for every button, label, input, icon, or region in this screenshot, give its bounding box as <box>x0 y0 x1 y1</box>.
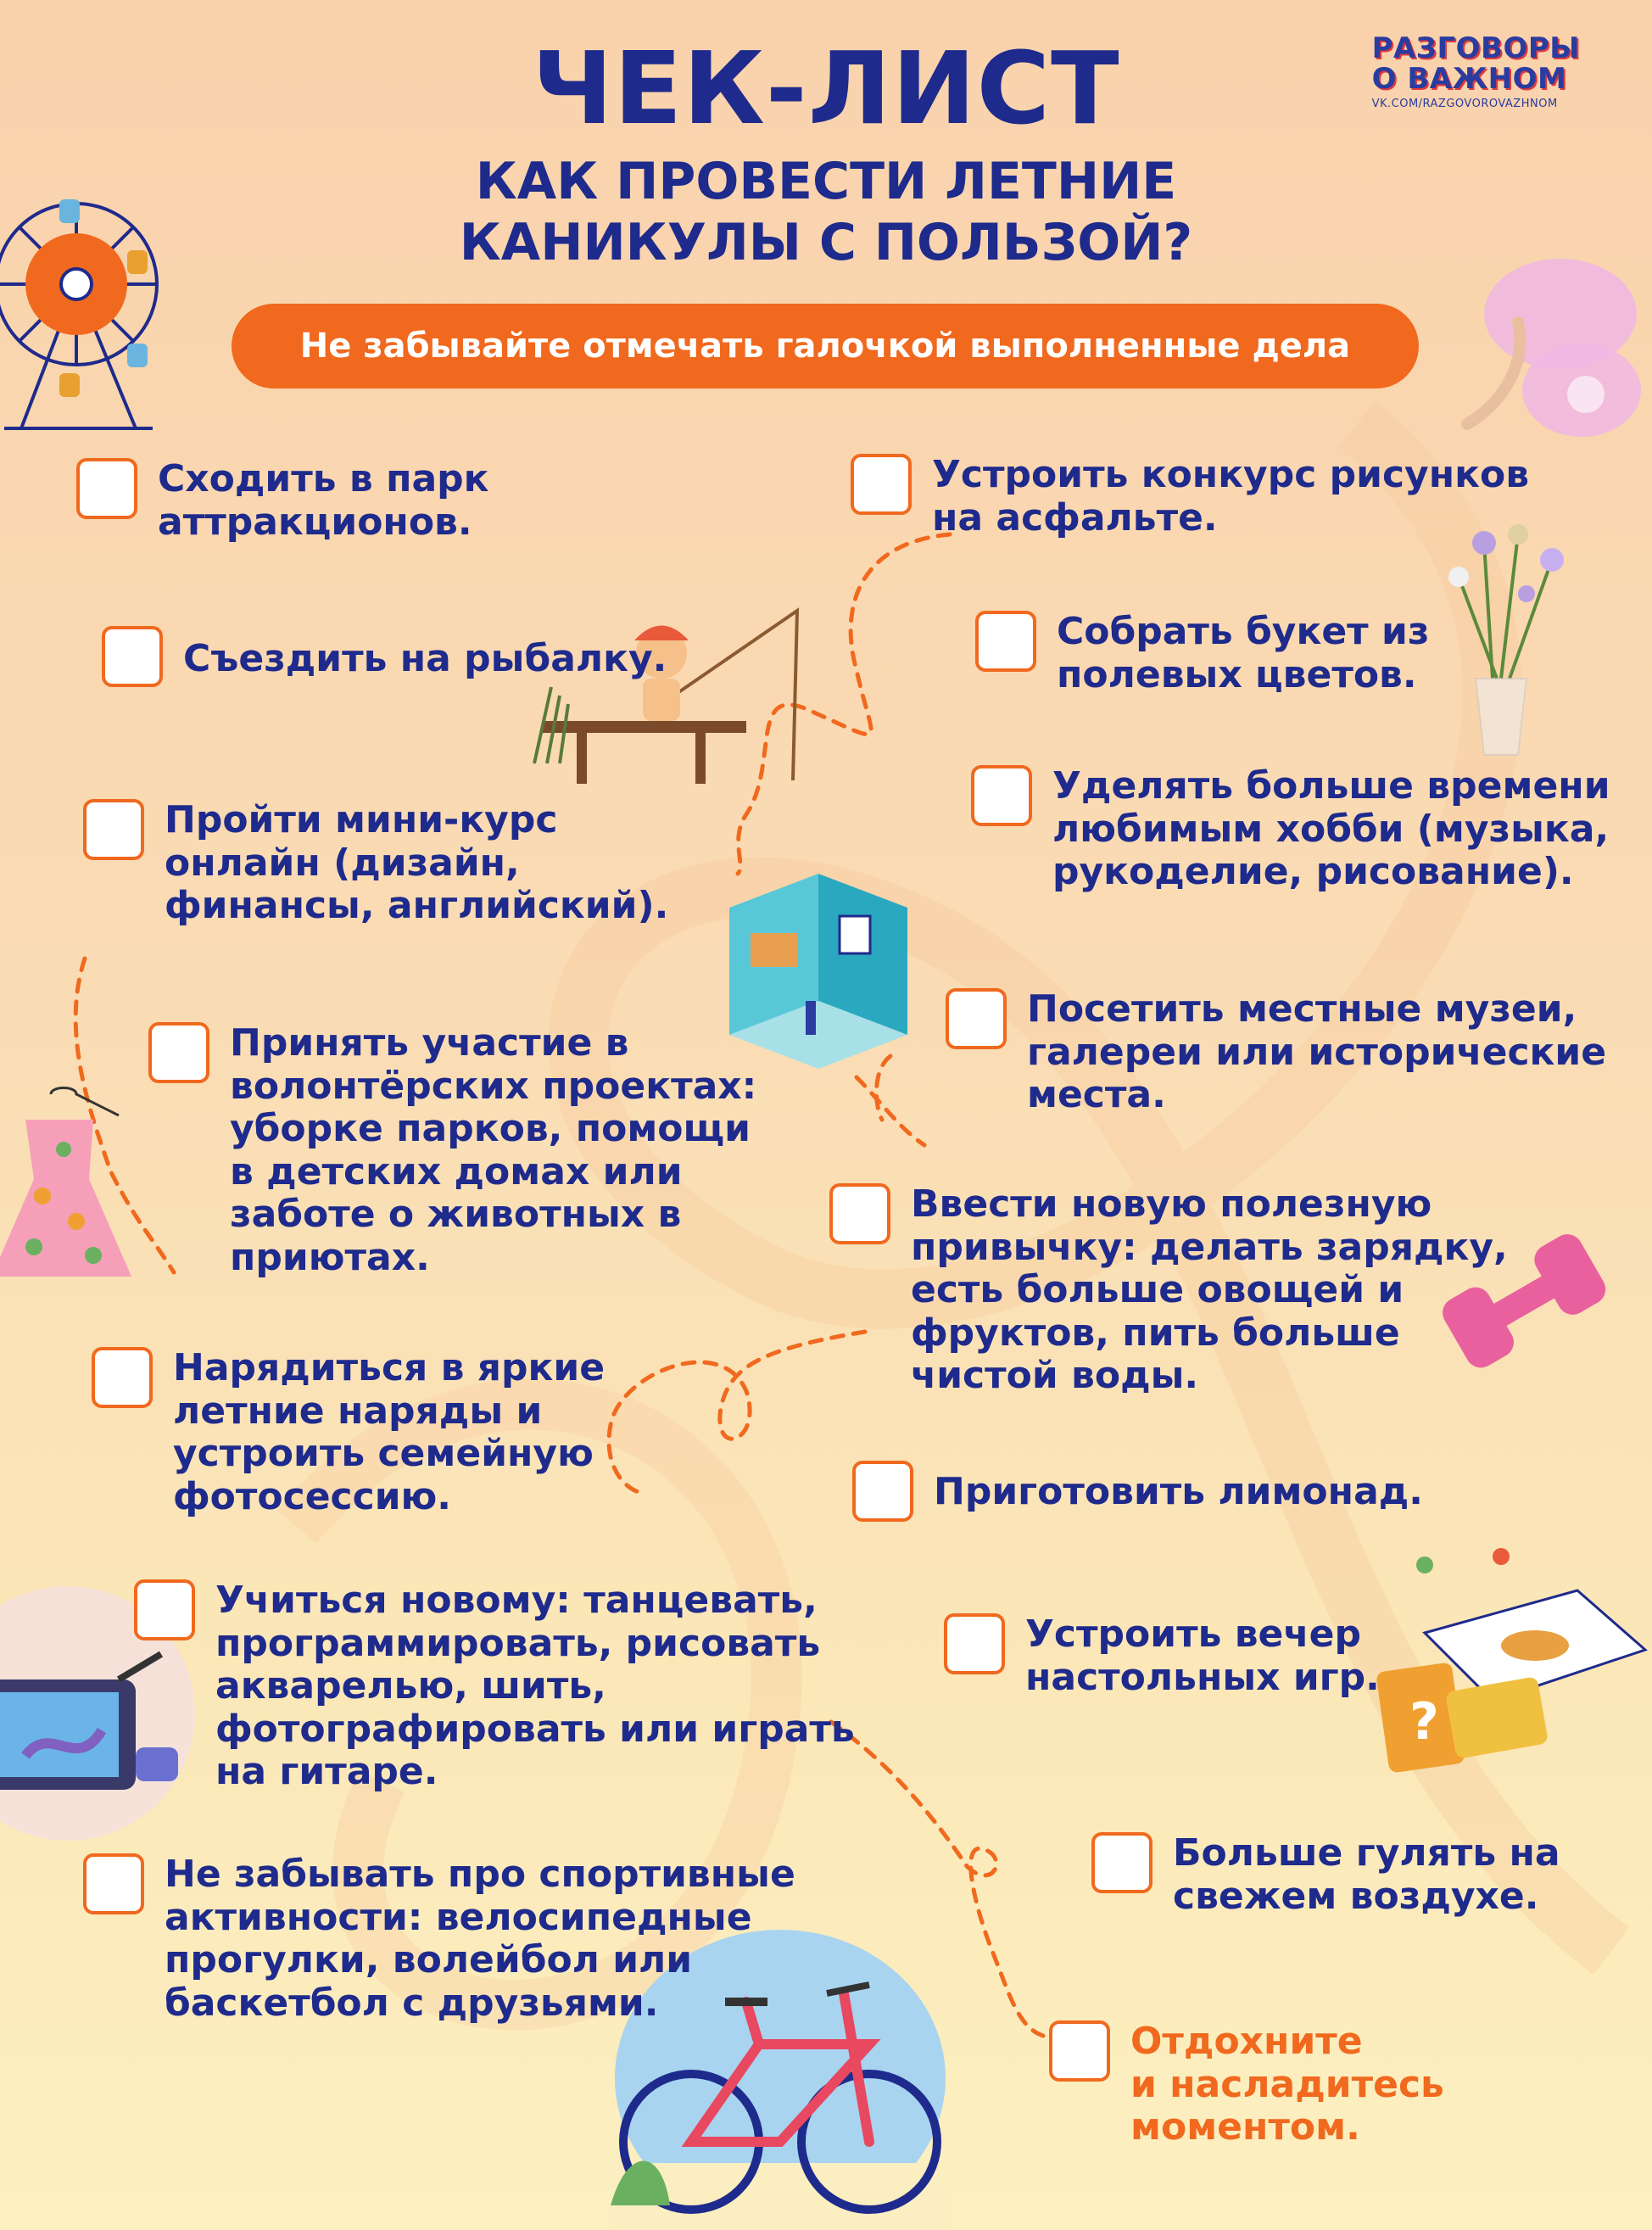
logo-line-1: РАЗГОВОРЫ <box>1371 31 1580 65</box>
task-text: Устроить конкурс рисунков на асфальте. <box>932 453 1530 539</box>
checklist-item-fresh-air <box>1091 1832 1560 1918</box>
task-checkbox[interactable] <box>1049 2020 1110 2082</box>
logo-line-2: О ВАЖНОМ <box>1371 61 1567 96</box>
task-text: Отдохните и насладитесь моментом. <box>1130 2020 1444 2149</box>
task-text: Принять участие в волонтёрских проектах: уборке парков, помощи в детских домах или заботе о животных в приютах. <box>230 1021 757 1279</box>
task-text: Приготовить лимонад. <box>934 1470 1424 1513</box>
task-text: Больше гулять на свежем воздухе. <box>1173 1831 1560 1918</box>
ferris-wheel-icon <box>0 182 182 437</box>
logo-url: VK.COM/RAZGOVOROVAZHNOM <box>1371 98 1558 111</box>
task-checkbox[interactable] <box>148 1022 209 1083</box>
task-checkbox[interactable] <box>944 1613 1005 1674</box>
task-text: Уделять больше времени любимым хобби (музыка, рукоделие, рисование). <box>1052 764 1610 894</box>
task-text: Посетить местные музеи, галереи или исторические места. <box>1027 987 1607 1117</box>
task-checkbox[interactable] <box>83 799 144 860</box>
task-checkbox[interactable] <box>971 765 1032 826</box>
checklist-item-volunteering <box>148 1022 756 1280</box>
task-text: Ввести новую полезную привычку: делать зарядку, есть больше овощей и фруктов, пить больше чистой воды. <box>911 1182 1508 1398</box>
checklist-item-wildflowers <box>975 611 1429 696</box>
checklist-item-fishing <box>102 626 667 687</box>
task-text: Съездить на рыбалку. <box>183 637 667 680</box>
dress-icon <box>0 1086 144 1281</box>
fishing-boy-icon <box>526 594 806 797</box>
task-text: Учиться новому: танцевать, программировать, рисовать акварелью, шить, фотографировать или играть на гитаре. <box>215 1579 855 1794</box>
task-checkbox[interactable] <box>134 1579 195 1640</box>
task-checkbox[interactable] <box>92 1347 153 1408</box>
reminder-text: Не забывайте отмечать галочкой выполненные дела <box>299 327 1351 366</box>
task-text: Сходить в парк аттракционов. <box>158 457 489 544</box>
checklist-item-chalk-drawing <box>851 454 1529 539</box>
flower-bouquet-icon <box>1433 509 1586 763</box>
checklist-item-lemonade <box>852 1461 1423 1522</box>
task-checkbox[interactable] <box>975 611 1036 672</box>
brand-logo <box>1371 31 1580 111</box>
task-checkbox[interactable] <box>1091 1832 1152 1893</box>
task-checkbox[interactable] <box>852 1461 913 1522</box>
task-text: Нарядиться в яркие летние наряды и устроить семейную фотосессию. <box>173 1346 606 1518</box>
reminder-banner <box>232 304 1419 388</box>
task-checkbox[interactable] <box>102 626 163 687</box>
page-title: ЧЕК-ЛИСТ <box>532 30 1120 147</box>
checklist-item-hobbies <box>971 765 1610 894</box>
task-checkbox[interactable] <box>829 1183 890 1244</box>
checklist-item-photoshoot <box>92 1347 605 1518</box>
checklist-item-relax <box>1049 2020 1444 2149</box>
task-text: Собрать букет из полевых цветов. <box>1057 610 1430 696</box>
svg-text:?: ? <box>1409 1692 1439 1752</box>
task-checkbox[interactable] <box>946 988 1007 1049</box>
checklist-item-healthy-habit <box>829 1183 1508 1398</box>
checklist-item-museums <box>946 988 1606 1117</box>
task-checkbox[interactable] <box>851 454 912 515</box>
page-subtitle: КАК ПРОВЕСТИ ЛЕТНИЕ КАНИКУЛЫ С ПОЛЬЗОЙ? <box>459 152 1193 272</box>
checklist-item-board-games <box>944 1613 1380 1699</box>
checklist-item-sports <box>83 1853 795 2025</box>
task-text: Не забывать про спортивные активности: велосипедные прогулки, волейбол или баскетбол с друзьями. <box>165 1853 795 2025</box>
butterfly-icon <box>1433 254 1652 450</box>
checklist-item-online-course <box>83 799 668 928</box>
checklist-item-learn-new <box>134 1579 855 1794</box>
task-checkbox[interactable] <box>83 1853 144 1914</box>
task-text: Устроить вечер настольных игр. <box>1025 1612 1380 1699</box>
task-text: Пройти мини-курс онлайн (дизайн, финансы, английский). <box>165 798 669 928</box>
checklist-item-amusement-park <box>76 458 489 544</box>
task-checkbox[interactable] <box>76 458 137 519</box>
board-game-icon <box>1374 1540 1652 1786</box>
